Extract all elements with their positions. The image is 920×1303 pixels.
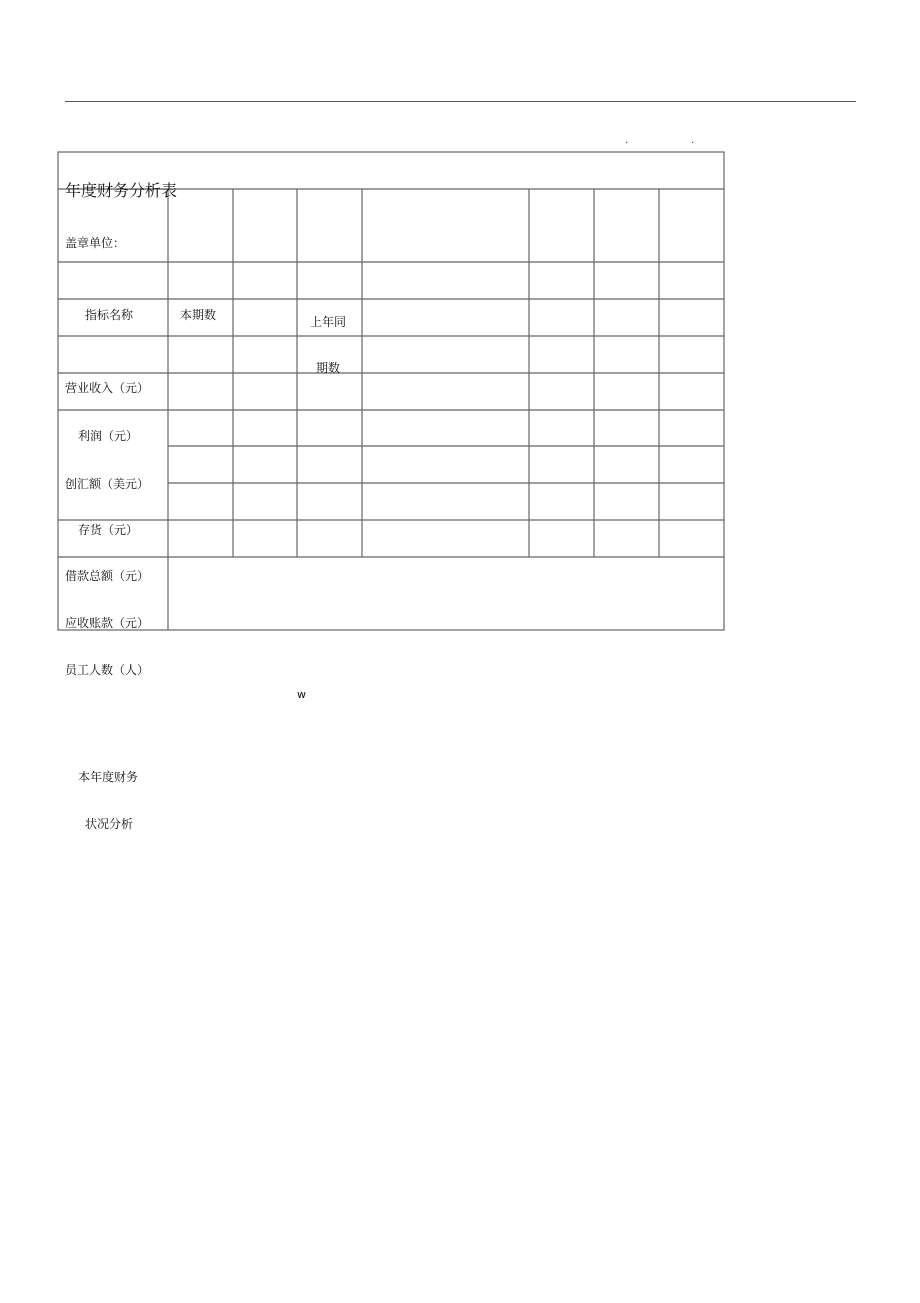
- form-title: 年度财务分析表: [65, 181, 178, 200]
- row-label-employee-count: 员工人数（人）: [65, 663, 150, 677]
- stray-mark: w: [297, 688, 306, 701]
- col-header-current-period: 本期数: [180, 308, 217, 322]
- row-label-forex-earnings: 创汇额（美元）: [65, 477, 150, 491]
- seal-unit-label: 盖章单位：: [65, 236, 126, 250]
- header-dot-left: .: [625, 135, 629, 146]
- row-label-profit: 利润（元）: [78, 429, 139, 443]
- col-header-last-year-line1: 上年同: [310, 315, 347, 329]
- col-header-last-year-line2: 期数: [316, 361, 341, 375]
- row-label-receivables: 应收账款（元）: [65, 616, 150, 630]
- header-rule: [65, 101, 856, 102]
- analysis-label-line2: 状况分析: [85, 817, 134, 831]
- row-label-revenue: 营业收入（元）: [65, 381, 150, 395]
- table-frame: [58, 152, 724, 630]
- col-header-indicator-name: 指标名称: [85, 308, 134, 322]
- row-label-inventory: 存货（元）: [78, 523, 139, 537]
- header-dot-right: .: [691, 135, 695, 146]
- analysis-label-line1: 本年度财务: [78, 770, 139, 784]
- row-label-total-loans: 借款总额（元）: [65, 569, 150, 583]
